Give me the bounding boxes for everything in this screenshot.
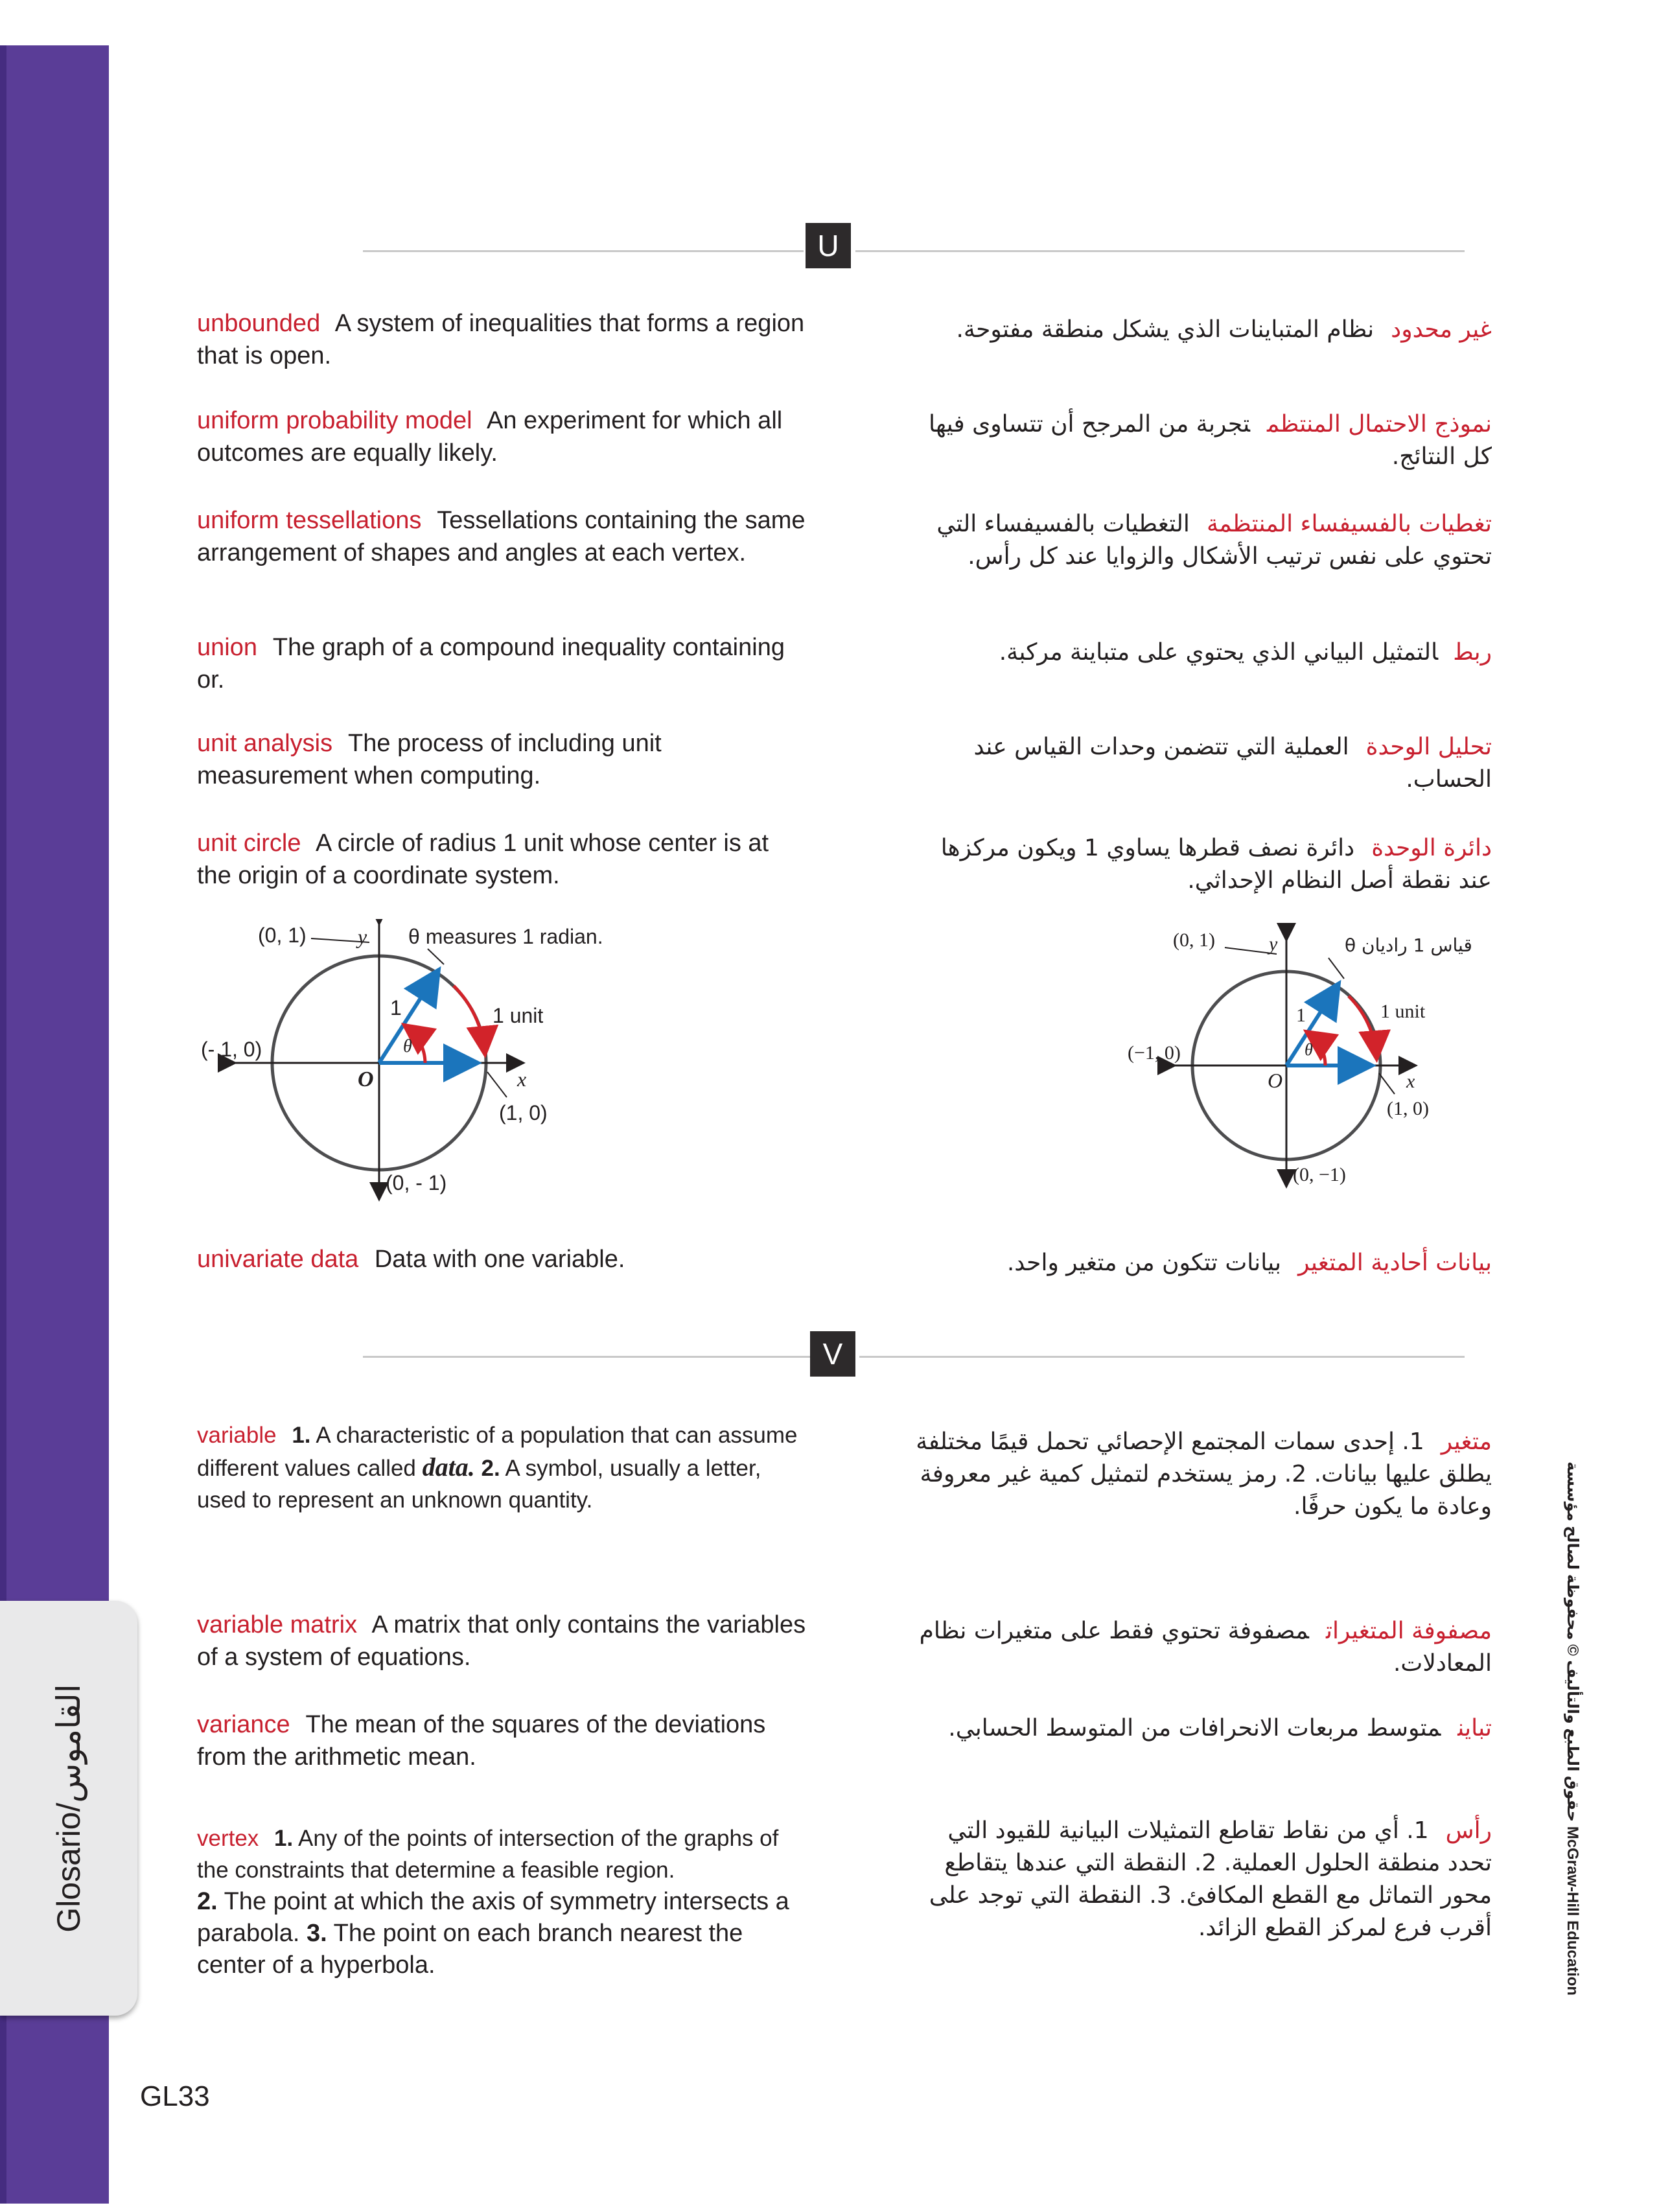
label-top: (0, 1) [1173, 929, 1215, 951]
label-arc: 1 unit [1380, 1001, 1426, 1022]
leader-right [487, 1072, 507, 1097]
leader-arc [428, 949, 444, 964]
definition: 1. إحدى سمات المجتمع الإحصائي تحمل قيمًا مختلفة يطلق عليها بيانات. 2. رمز يستخدم لتمثيل كمية غير معروفة وعادة ما يكون حرفًا. [916, 1428, 1492, 1520]
definition: متوسط مربعات الانحرافات من المتوسط الحسابي. [948, 1715, 1441, 1741]
label-right: (1, 0) [1387, 1098, 1429, 1119]
definition-part-3: The point on each branch nearest the center of a hyperbola. [197, 1920, 743, 1979]
entry-ar-uniform-tessellations [901, 508, 1492, 573]
term: تغطيات بالفسيفساء المنتظمة [1206, 511, 1492, 537]
term: دائرة الوحدة [1371, 835, 1492, 861]
section-v-rule-right [859, 1356, 1465, 1358]
label-axis-x: x [1406, 1071, 1415, 1092]
entry-uniform-probability-model [197, 404, 806, 469]
term: univariate data [197, 1246, 359, 1273]
entry-ar-union [901, 636, 1492, 669]
term: variable matrix [197, 1611, 358, 1638]
section-u-rule-left [363, 250, 804, 252]
section-v-rule-left [363, 1356, 810, 1358]
page-number: GL33 [140, 2080, 210, 2112]
label-theta: θ [403, 1036, 412, 1056]
data-word: data. [422, 1452, 475, 1482]
term: رأس [1445, 1817, 1492, 1844]
term: unit analysis [197, 730, 333, 757]
label-origin: O [1268, 1069, 1283, 1092]
label-bottom: (0, −1) [1293, 1164, 1346, 1185]
entry-vertex [197, 1822, 806, 1981]
definition-part-1: Any of the points of intersection of the graphs of the constraints that determine a feasible region. [197, 1826, 779, 1883]
entry-unit-analysis [197, 727, 806, 792]
entry-variable [197, 1419, 806, 1516]
entry-unit-circle [197, 827, 806, 892]
term: تباين [1457, 1715, 1492, 1741]
term: غير محدود [1391, 316, 1492, 343]
section-v-letter: V [810, 1331, 855, 1377]
definition: A matrix that only contains the variables of a system of equations. [197, 1611, 806, 1671]
unit-circle-diagram-ar [1115, 919, 1478, 1204]
label-top: (0, 1) [258, 924, 307, 947]
label-left: (−1, 0) [1128, 1042, 1181, 1064]
entry-ar-variable [901, 1426, 1492, 1523]
number: 2. [197, 1888, 218, 1915]
entry-univariate-data [197, 1243, 806, 1275]
definition: Tessellations containing the same arrangement of shapes and angles at each vertex. [197, 507, 806, 566]
label-left: (- 1, 0) [201, 1038, 262, 1061]
section-u-letter: U [806, 223, 851, 268]
entry-ar-unit-analysis [901, 731, 1492, 796]
entry-ar-uniform-probability-model [901, 408, 1492, 473]
number: 2. [481, 1456, 500, 1481]
term: متغير [1441, 1428, 1492, 1455]
label-note: θ قياس 1 راديان [1345, 935, 1472, 956]
definition: The mean of the squares of the deviations from the arithmetic mean. [197, 1711, 766, 1771]
entry-ar-unit-circle [901, 832, 1492, 897]
definition: An experiment for which all outcomes are equally likely. [197, 407, 783, 467]
term: unbounded [197, 310, 321, 337]
unit-circle-diagram-en [188, 919, 680, 1204]
term: uniform probability model [197, 407, 472, 434]
definition: A circle of radius 1 unit whose center is at the origin of a coordinate system. [197, 830, 769, 889]
entry-variance [197, 1708, 806, 1773]
entry-unbounded [197, 307, 806, 372]
entry-ar-variance [901, 1712, 1492, 1745]
section-u-rule-right [855, 250, 1465, 252]
label-radius: 1 [1296, 1005, 1306, 1026]
label-arc: 1 unit [493, 1004, 544, 1027]
entry-ar-univariate-data [901, 1247, 1492, 1279]
label-note: θ measures 1 radian. [408, 925, 603, 948]
definition: The process of including unit measurement when computing. [197, 730, 662, 789]
term: نموذج الاحتمال المنتظم [1266, 411, 1492, 437]
number: 1. [292, 1423, 311, 1448]
definition: دائرة نصف قطرها يساوي 1 ويكون مركزها عند نقطة أصل النظام الإحداثي. [940, 835, 1492, 894]
definition: تجربة من المرجح أن تتساوى فيها كل النتائج. [929, 411, 1492, 470]
entry-ar-variable-matrix [901, 1615, 1492, 1680]
term: variance [197, 1711, 290, 1738]
definition: The graph of a compound inequality containing or. [197, 634, 785, 693]
glossary-tab-label: Glosario/القاموس [51, 1684, 87, 1933]
label-axis-y: y [1269, 933, 1278, 955]
definition: 1. أي من نقاط تقاطع التمثيلات البيانية للقيود التي تحدد منطقة الحلول العملية. 2. النقطة التي عندها يتقاطع محور التماثل مع القطع المكافئ. 3. النقطة التي توجد على أقرب فرع لمركز القطع الزائد. [929, 1817, 1492, 1941]
term: uniform tessellations [197, 507, 422, 534]
definition-part-2: A symbol, usually a letter, used to represent an unknown quantity. [197, 1456, 761, 1513]
entry-union [197, 631, 806, 696]
definition-part-1: A characteristic of a population that can assume different values called [197, 1423, 798, 1481]
label-radius: 1 [390, 996, 402, 1019]
term: variable [197, 1423, 277, 1448]
definition: Data with one variable. [374, 1246, 625, 1273]
leader-arc [1328, 958, 1344, 979]
label-origin: O [358, 1067, 374, 1091]
label-theta: θ [1305, 1040, 1313, 1059]
term: vertex [197, 1826, 259, 1851]
definition: التغطيات بالفسيفساء التي تحتوي على نفس ترتيب الأشكال والزوايا عند كل رأس. [936, 511, 1492, 570]
definition: التمثيل البياني الذي يحتوي على متباينة مركبة. [999, 639, 1439, 666]
arc-1-unit [454, 986, 485, 1052]
copyright-notice: حقوق الطبع والتأليف © محفوظة لصالح مؤسسة McGraw-Hill Education [1564, 1461, 1581, 1996]
term: مصفوفة المتغيرات [1325, 1618, 1492, 1644]
entry-uniform-tessellations [197, 504, 806, 569]
label-axis-y: y [358, 925, 367, 948]
definition: بيانات تتكون من متغير واحد. [1006, 1250, 1282, 1276]
label-axis-x: x [517, 1067, 527, 1091]
term: union [197, 634, 257, 661]
number: 1. [274, 1826, 294, 1851]
definition: A system of inequalities that forms a region that is open. [197, 310, 805, 369]
definition: العملية التي تتضمن وحدات القياس عند الحساب. [973, 734, 1492, 793]
leader-right [1379, 1073, 1395, 1094]
label-right: (1, 0) [499, 1101, 548, 1124]
term: بيانات أحادية المتغير [1298, 1250, 1492, 1276]
term: unit circle [197, 830, 301, 857]
definition-part-2: The point at which the axis of symmetry intersects a parabola. [197, 1888, 789, 1947]
entry-ar-vertex [901, 1815, 1492, 1944]
entry-ar-unbounded [901, 314, 1492, 346]
definition: مصفوفة تحتوي فقط على متغيرات نظام المعادلات. [919, 1618, 1492, 1677]
definition: نظام المتباينات الذي يشكل منطقة مفتوحة. [956, 316, 1375, 343]
entry-variable-matrix [197, 1609, 806, 1673]
term: ربط [1455, 639, 1492, 666]
number: 3. [307, 1920, 327, 1947]
term: تحليل الوحدة [1365, 734, 1492, 760]
label-bottom: (0, - 1) [386, 1171, 447, 1194]
